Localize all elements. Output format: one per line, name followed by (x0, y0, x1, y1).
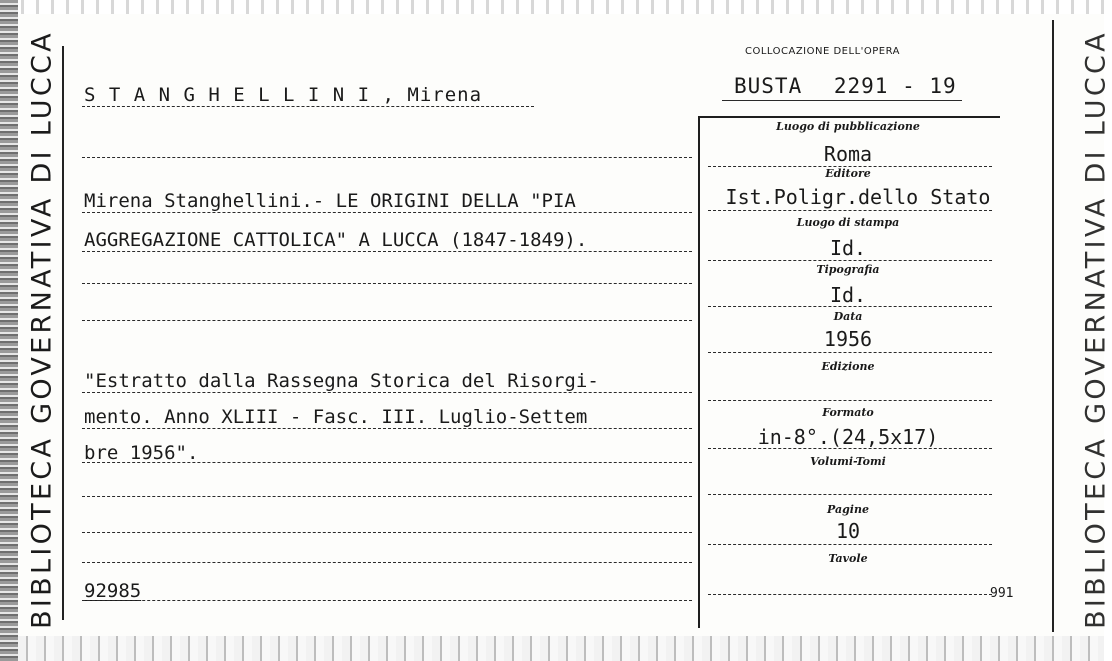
pagine-value: 10 (835, 519, 861, 543)
rule-author (82, 106, 534, 107)
formato-label: Formato (822, 406, 874, 419)
tipografia-value: Id. (829, 283, 867, 307)
rule-f5 (708, 352, 992, 353)
edizione-label: Edizione (821, 360, 875, 373)
note-line-1: "Estratto dalla Rassegna Storica del Risorgi- (84, 370, 599, 392)
rule-f10 (708, 594, 992, 595)
collocation-heading: COLLOCAZIONE DELL'OPERA (745, 46, 900, 57)
tipografia-label: Tipografia (816, 263, 880, 276)
busta-value: 2291 - 19 (833, 74, 957, 98)
card-left-edge (0, 0, 18, 661)
volumi-tomi-label: Volumi-Tomi (810, 455, 886, 468)
author-heading: S T A N G H E L L I N I , Mirena (84, 84, 483, 106)
rule-f9 (708, 544, 992, 545)
busta-label: BUSTA (734, 74, 803, 98)
busta-number (734, 74, 957, 98)
library-side-label-right: BIBLIOTECA GOVERNATIVA DI LUCCA (1080, 30, 1112, 629)
card-bottom-edge (0, 636, 1104, 661)
right-margin-line (1052, 20, 1054, 632)
rule-4 (82, 251, 692, 252)
note-line-3: bre 1956". (84, 442, 199, 464)
rule-f4 (708, 306, 992, 307)
rule-f2 (708, 210, 992, 211)
data-label: Data (833, 310, 863, 323)
corner-note: 991 (990, 586, 1014, 601)
rule-2 (82, 157, 692, 158)
rule-f7 (708, 448, 992, 449)
luogo-stampa-label: Luogo di stampa (796, 216, 900, 229)
formato-value: in-8°.(24,5x17) (757, 425, 939, 449)
rule-9 (82, 462, 692, 463)
rule-8 (82, 428, 692, 429)
inventory-number: 92985 (84, 580, 142, 602)
luogo-pubblicazione-label: Luogo di pubblicazione (776, 120, 920, 133)
title-line-1: Mirena Stanghellini.- LE ORIGINI DELLA "PIA (84, 190, 576, 212)
data-value: 1956 (823, 327, 873, 351)
note-line-2: mento. Anno XLIII - Fasc. III. Luglio-Settem (84, 406, 588, 428)
editore-label: Editore (825, 167, 871, 180)
title-line-2: AGGREGAZIONE CATTOLICA" A LUCCA (1847-1849). (84, 229, 588, 251)
rule-10 (82, 496, 692, 497)
luogo-pubblicazione-value: Roma (823, 142, 873, 166)
pagine-label: Pagine (827, 503, 869, 516)
rule-5 (82, 283, 692, 284)
rule-3 (82, 212, 692, 213)
rule-busta (722, 100, 962, 101)
rule-6 (82, 320, 692, 321)
tavole-label: Tavole (828, 552, 868, 565)
rule-f6 (708, 400, 992, 401)
rule-7 (82, 392, 692, 393)
rule-f8 (708, 494, 992, 495)
rule-11 (82, 532, 692, 533)
left-margin-line (62, 46, 64, 620)
rule-f3 (708, 260, 992, 261)
rule-12 (82, 562, 692, 563)
rule-13 (82, 600, 692, 601)
card-top-edge (0, 0, 1104, 14)
luogo-stampa-value: Id. (829, 236, 867, 260)
editore-value: Ist.Poligr.dello Stato (725, 185, 991, 209)
library-side-label: BIBLIOTECA GOVERNATIVA DI LUCCA (26, 30, 58, 629)
